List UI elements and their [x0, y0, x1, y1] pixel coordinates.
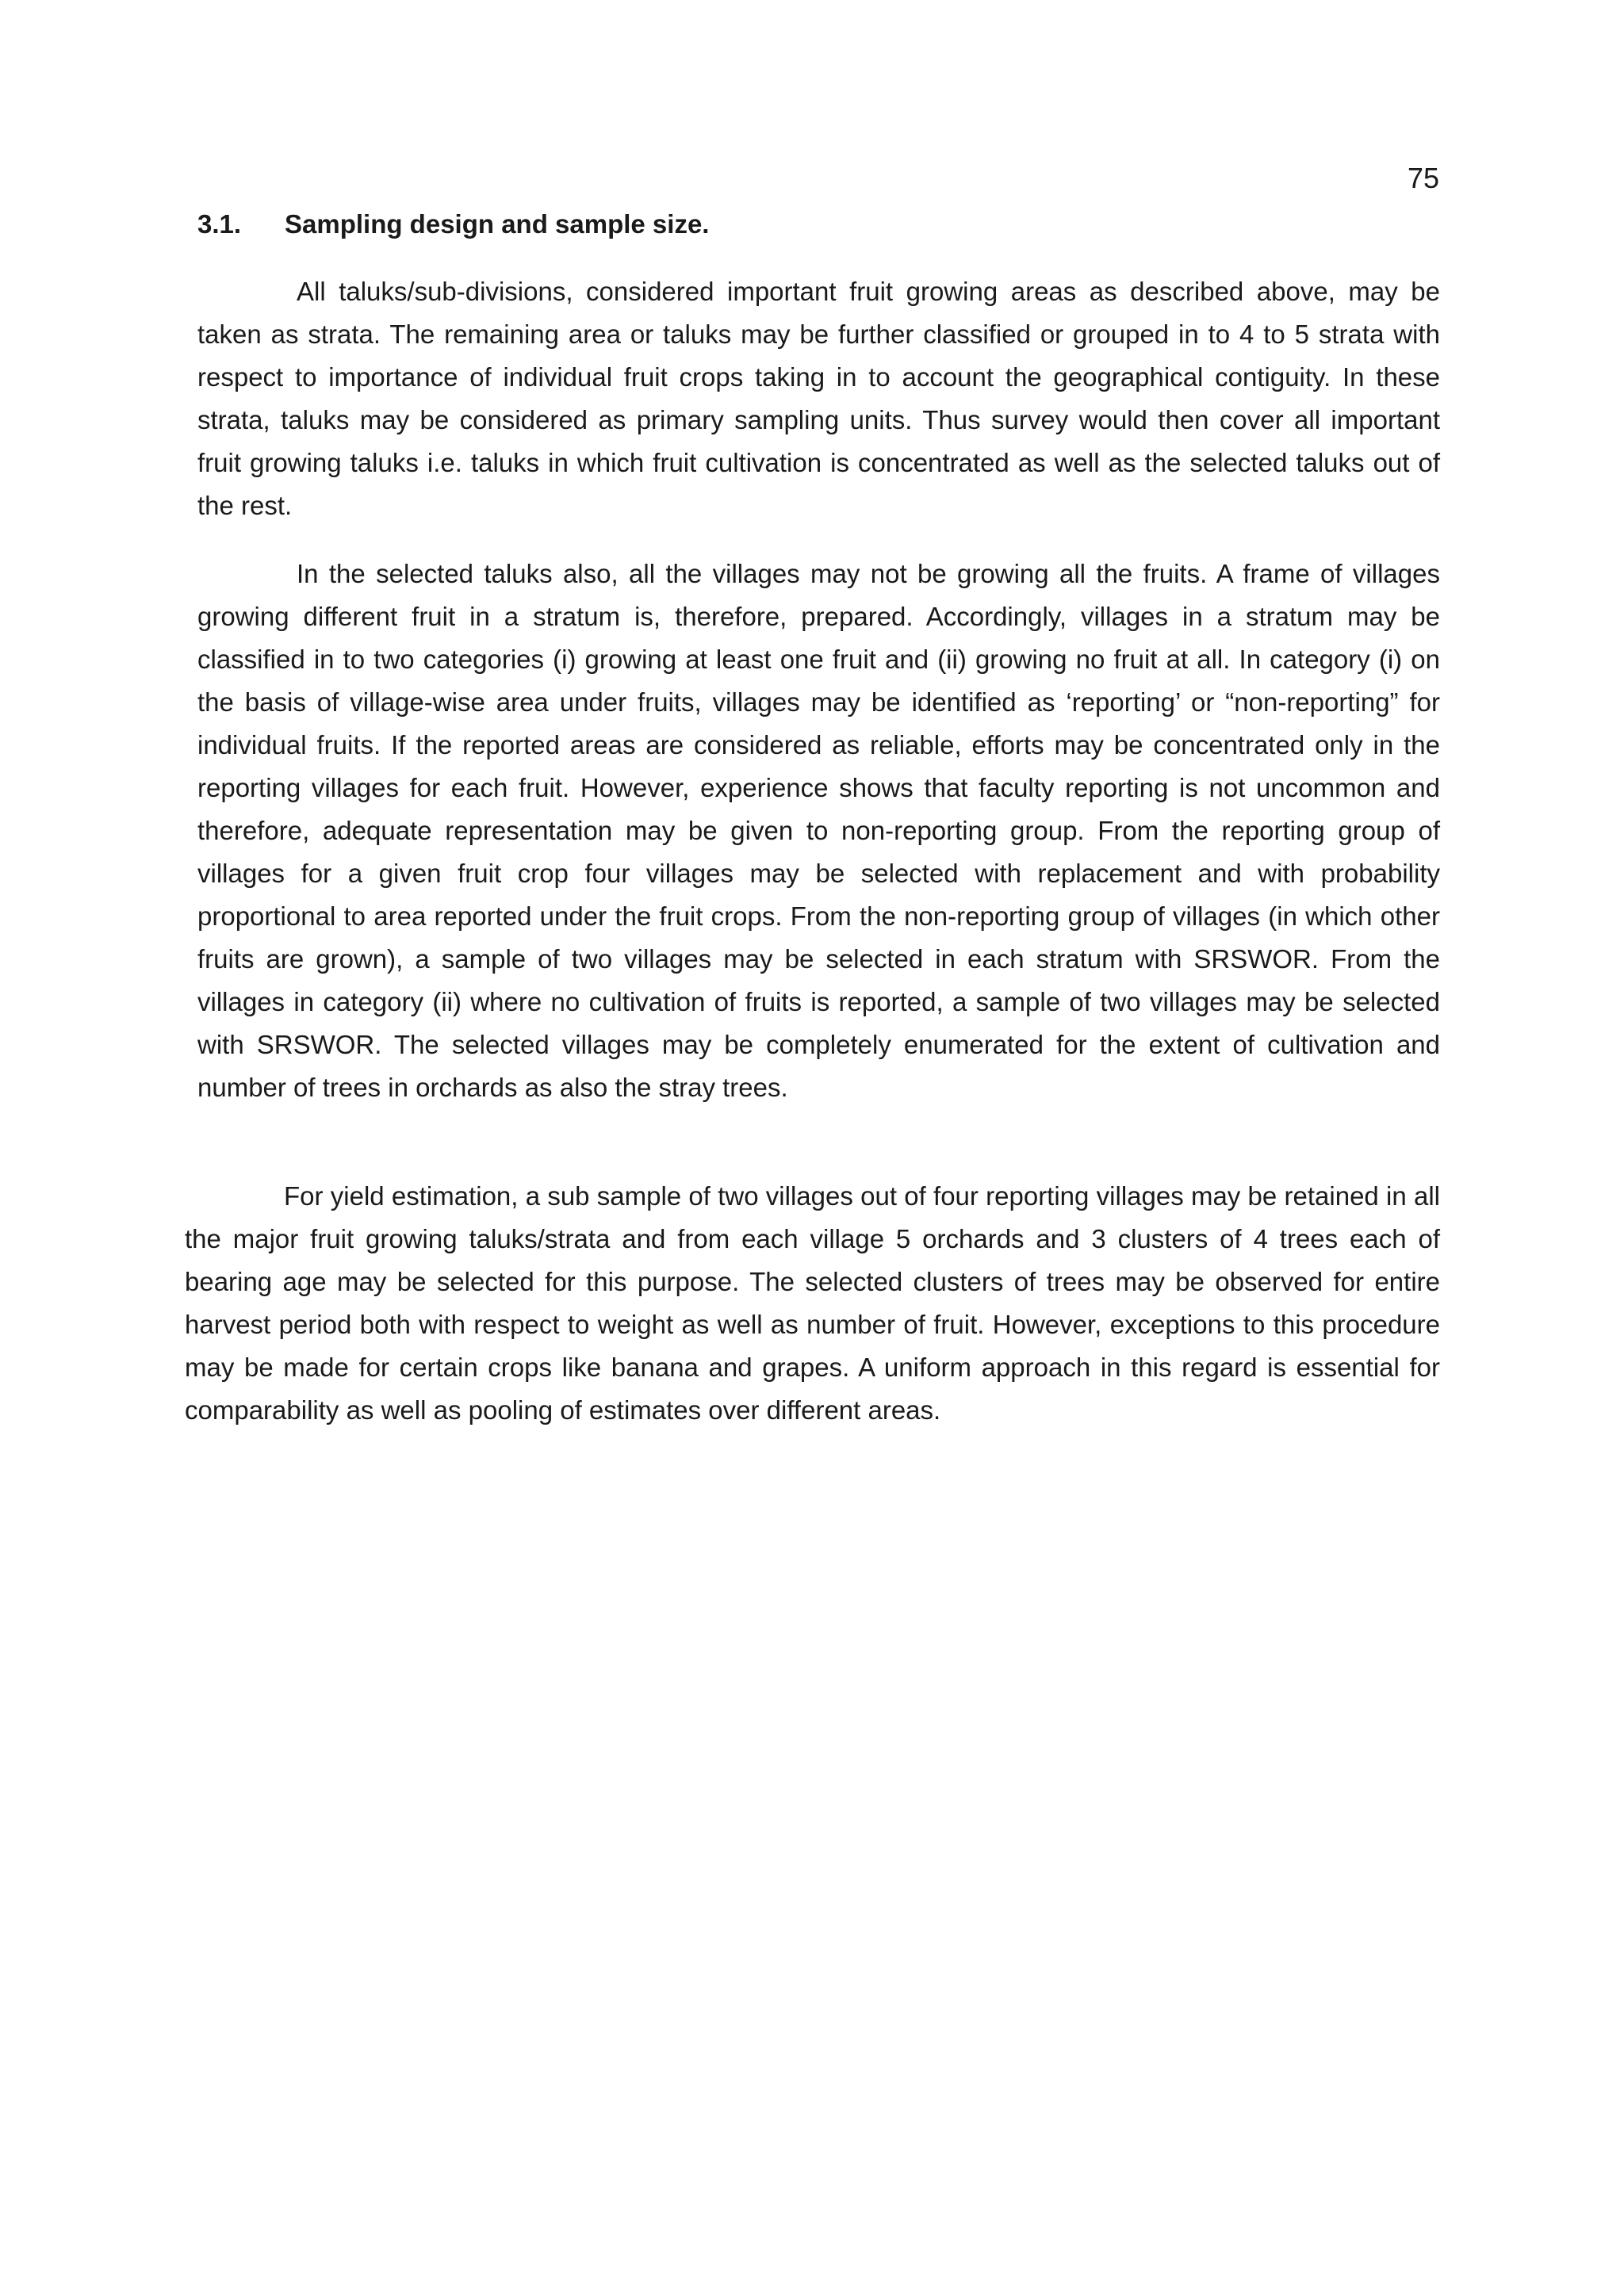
section-title: Sampling design and sample size. [285, 209, 710, 239]
section-heading [197, 209, 709, 240]
paragraph-3 [185, 1175, 1440, 1432]
page-number: 75 [1407, 162, 1439, 194]
paragraph-1 [197, 270, 1440, 527]
paragraph-1-text: All taluks/sub-divisions, considered important fruit growing areas as described above, may be taken as strata. The remaining area or taluks may be further classified or grouped in to 4 to 5 strata with respect to importance of individual fruit crops taking in to account the geographical contiguity. In these strata, taluks may be considered as primary sampling units. Thus survey would then cover all important fruit growing taluks i.e. taluks in which fruit cultivation is concentrated as well as the selected taluks out of the rest. [197, 277, 1440, 520]
paragraph-3-text: For yield estimation, a sub sample of two villages out of four reporting villages may be retained in all the major fruit growing taluks/strata and from each village 5 orchards and 3 clusters of 4 trees each of bearing age may be selected for this purpose. The selected clusters of trees may be observed for entire harvest period both with respect to weight as well as number of fruit. However, exceptions to this procedure may be made for certain crops like banana and grapes. A uniform approach in this regard is essential for comparability as well as pooling of estimates over different areas. [185, 1181, 1440, 1425]
paragraph-2 [197, 553, 1440, 1109]
section-number: 3.1. [197, 209, 242, 239]
paragraph-2-text: In the selected taluks also, all the villages may not be growing all the fruits. A frame of villages growing different fruit in a stratum is, therefore, prepared. Accordingly, villages in a stratum may be classified in to two categories (i) growing at least one fruit and (ii) growing no fruit at all. In category (i) on the basis of village-wise area under fruits, villages may be identified as ‘reporting’ or “non-reporting” for individual fruits. If the reported areas are considered as reliable, efforts may be concentrated only in the reporting villages for each fruit. However, experience shows that faculty reporting is not uncommon and therefore, adequate representation may be given to non-reporting group. From the reporting group of villages for a given fruit crop four villages may be selected with replacement and with probability proportional to area reported under the fruit crops. From the non-reporting group of villages (in which other fruits are grown), a sample of two villages may be selected in each stratum with SRSWOR. From the villages in category (ii) where no cultivation of fruits is reported, a sample of two villages may be selected with SRSWOR. The selected villages may be completely enumerated for the extent of cultivation and number of trees in orchards as also the stray trees. [197, 559, 1440, 1102]
